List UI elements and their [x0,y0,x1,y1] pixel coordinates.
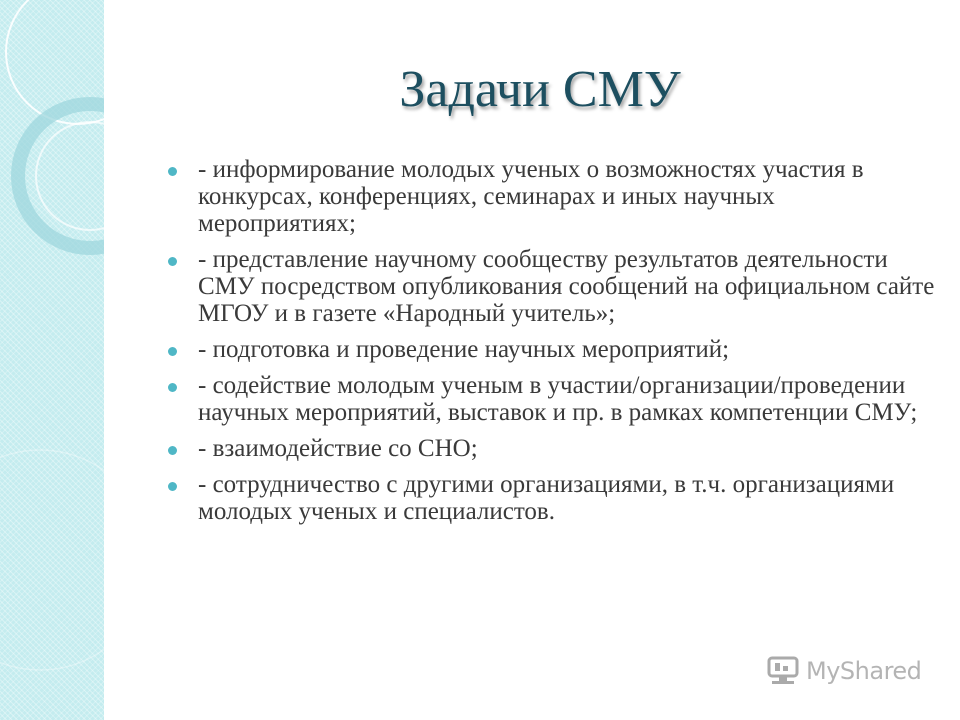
bullet-text: - информирование молодых ученых о возможностях участия в конкурсах, конференциях, семинарах и иных научных мероприятиях; [198,156,864,237]
bullet-text: - взаимодействие со СНО; [198,435,478,462]
bullet-item [168,246,938,327]
bullet-item [168,372,938,426]
bullet-text: - подготовка и проведение научных мероприятий; [198,336,730,363]
bullet-text: - представление научному сообществу результатов деятельности СМУ посредством опубликования сообщений на официальном сайте МГОУ и в газете «Народный учитель»; [198,246,935,327]
bullet-item [168,471,938,525]
bullet-text: - сотрудничество с другими организациями, в т.ч. организациями молодых ученых и специалистов. [198,471,895,525]
bullet-dot-icon [168,482,177,491]
bullet-dot-icon [168,383,177,392]
strip-divider [104,0,107,720]
bullet-text: - содействие молодым ученым в участии/организации/проведении научных мероприятий, выставок и пр. в рамках компетенции СМУ; [198,372,918,426]
bullet-item [168,336,938,363]
myshared-logo-icon [766,656,800,686]
slide-title: Задачи СМУ [399,61,681,118]
bullet-dot-icon [168,347,177,356]
bullet-dot-icon [168,446,177,455]
bullet-item [168,435,938,462]
bullet-dot-icon [168,257,177,266]
myshared-watermark [766,656,921,686]
bullet-item [168,156,938,237]
watermark-text: MyShared [806,657,922,685]
decorative-side-strip [0,0,106,720]
bullet-dot-icon [168,167,177,176]
decorative-circles-icon [0,0,106,720]
bullet-list [168,156,938,534]
